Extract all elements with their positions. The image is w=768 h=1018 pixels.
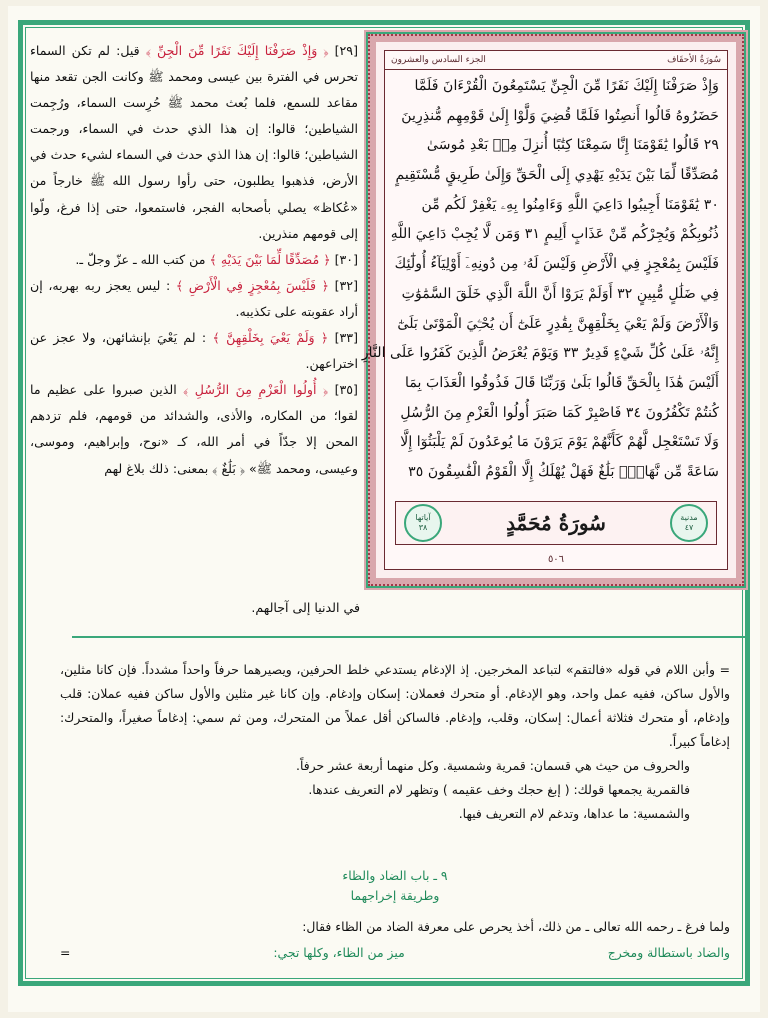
chapter-title: ٩ ـ باب الضاد والظاء bbox=[342, 868, 448, 883]
quran-line: ٢٩ قَالُوا يَٰقَوْمَنَا إِنَّا سَمِعْنَا كِتَٰبًا أُنزِلَ مِنۢ بَعْدِ مُوسَىٰ bbox=[426, 137, 719, 154]
hemistich-left: ميز من الظاء، وكلها تجي: bbox=[273, 945, 405, 960]
quran-header-right: سُورَةُ الأحقَاف bbox=[667, 55, 721, 65]
verse-number: [٣٣] bbox=[334, 330, 358, 346]
quran-page-number: ٥٠٦ bbox=[547, 554, 565, 565]
quran-line: وَإِذْ صَرَفْنَا إِلَيْكَ نَفَرًا مِّنَ الْجِنِّ يَسْتَمِعُونَ الْقُرْءَانَ فَلَمَّا bbox=[414, 78, 719, 94]
intro-line: ولما فرغ ـ رحمه الله تعالى ـ من ذلك، أخذ يحرص على معرفة الضاد من الظاء فقال: bbox=[302, 919, 730, 934]
quran-line: كُنتُمْ تَكْفُرُونَ ٣٤ فَاصْبِرْ كَمَا صَبَرَ أُولُوا الْعَزْمِ مِنَ الرُّسُلِ bbox=[400, 404, 719, 421]
commentary-entry bbox=[30, 377, 358, 481]
ayah-quote: ﴿ مُصَدِّقًا لِّمَا بَيْنَ يَدَيْهِ ﴾ bbox=[209, 251, 331, 267]
paragraph: والحروف من حيث هي قسمان: قمرية وشمسية. وكل منهما أربعة عشر حرفاً. bbox=[296, 758, 690, 773]
commentary-column bbox=[30, 38, 358, 598]
hemistich-right: والضاد باستطالة ومخرج bbox=[607, 945, 730, 960]
quran-line: مُصَدِّقًا لِّمَا بَيْنَ يَدَيْهِ يَهْدِي إِلَى الْحَقِّ وَإِلَىٰ طَرِيقٍ مُّسْتَقِيمٍ bbox=[395, 167, 719, 184]
surah-verse-count-medal bbox=[404, 504, 442, 542]
commentary-entry bbox=[30, 325, 358, 377]
lower-text bbox=[60, 658, 730, 826]
poem-verse bbox=[60, 942, 730, 964]
commentary-entry bbox=[30, 273, 358, 325]
quran-header bbox=[385, 51, 727, 70]
quran-line: فِي ضَلَٰلٍ مُّبِينٍ ٣٢ أَوَلَمْ يَرَوْا أَنَّ اللَّهَ الَّذِي خَلَقَ السَّمَٰوَٰتِ bbox=[401, 285, 719, 302]
quran-line: ذُنُوبِكُمْ وَيُجِرْكُم مِّنْ عَذَابٍ أَلِيمٍ ٣١ وَمَن لَّا يُجِبْ دَاعِيَ اللَّهِ bbox=[390, 226, 719, 243]
quran-line: وَلَا تَسْتَعْجِل لَّهُمْ كَأَنَّهُمْ يَوْمَ يَرَوْنَ مَا يُوعَدُونَ لَمْ يَلْبَثُوٓا إِلَّا bbox=[400, 434, 719, 451]
verse-number: [٣٠] bbox=[334, 251, 358, 267]
commentary-text: قيل: لم تكن السماء تحرس في الفترة بين عيسى ومحمد ﷺ وكانت الجن تقعد منها مقاعد للسمع، فلما بُعث محمد ﷺ حُرِست السماء، ورُجِمت الشياطين؛ قالوا: إن هذا الذي حدث في السماء، ورجمت الشياطين؛ قالوا: إن هذا الذي حدث في السماء لشيء حدث في الأرض، فذهبوا يطلبون، حتى رأوا رسول الله ﷺ خارجاً من «عُكاظ» يصلي بأصحابه الفجر، فاستمعوا، حتى إذا فرغ، ولّوا إلى قومهم منذرين. bbox=[30, 43, 358, 241]
surah-type-medal bbox=[670, 504, 708, 542]
quran-line: فَلَيْسَ بِمُعْجِزٍ فِي الْأَرْضِ وَلَيْسَ لَهُۥ مِن دُونِهِۦٓ أَوْلِيَآءُ أُولَٰٓئِكَ bbox=[394, 256, 719, 273]
surah-name: سُورَةُ مُحَمَّدٍ bbox=[506, 511, 606, 535]
paragraph: فالقمرية يجمعها قولك: ( إبغ حجك وخف عقيمه ) وتظهر لام التعريف عندها. bbox=[308, 782, 690, 797]
commentary-text: الذين صبروا على عظيم ما لقوا؛ من المكاره، والأذى، والشدائد من قومهم، فلم تزدهم المحن إلا جدّاً في أمر الله، كـ «نوح، وإبراهيم، وموسى، وعيسى، ومحمد ﷺ» ﴿ بَلَٰغٌ ﴾ بمعنى: ذلك بلاغ لهم bbox=[30, 382, 358, 476]
quran-panel bbox=[361, 30, 748, 590]
chapter-subtitle: وطريقة إخراجهما bbox=[350, 888, 440, 903]
ayah-quote: ﴿ وَإِذْ صَرَفْنَا إِلَيْكَ نَفَرًا مِّنَ الْجِنِّ ﴾ bbox=[145, 43, 329, 58]
commentary-entry bbox=[30, 38, 358, 247]
medal-value: ٤٧ bbox=[684, 523, 694, 532]
paragraph bbox=[60, 658, 730, 754]
commentary-entry bbox=[30, 247, 358, 273]
commentary-text: من كتب الله ـ عزّ وجلّ ـ. bbox=[75, 251, 206, 267]
medal-label: آياتها bbox=[415, 513, 431, 522]
verse-number: [٣٢] bbox=[334, 277, 358, 293]
quran-line: أَلَيْسَ هَٰذَا بِالْحَقِّ قَالُوا بَلَىٰ وَرَبِّنَا قَالَ فَذُوقُوا الْعَذَابَ بِمَا bbox=[405, 374, 719, 391]
quran-line: حَضَرُوهُ قَالُوا أَنصِتُوا فَلَمَّا قُضِيَ وَلَّوْا إِلَىٰ قَوْمِهِم مُّنذِرِينَ bbox=[401, 107, 719, 124]
continuation-mark: = bbox=[714, 662, 730, 677]
chapter-heading bbox=[60, 866, 730, 906]
commentary-text: : ليس يعجز ربه بهربه، إن أراد عقوبته على تكذيبه. bbox=[30, 277, 358, 319]
continuation-mark: = bbox=[60, 945, 71, 960]
quran-inner-frame bbox=[361, 50, 728, 570]
quran-line: إِنَّهُۥ عَلَىٰ كُلِّ شَيْءٍ قَدِيرٌ ٣٣ وَيَوْمَ يُعْرَضُ الَّذِينَ كَفَرُوا عَلَى النَّارِ bbox=[361, 345, 719, 362]
paragraph: والشمسية: ما عداها، وتدغم لام التعريف فيها. bbox=[458, 806, 690, 821]
paragraph-text: وأبن اللام في قوله «فالتقم» لتباعد المخرجين. إذ الإدغام يستدعي خلط الحرفين، ويصيرهما حرفاً واحداً مشدداً. فإن كانا مثلين، والأول ساكن، ففيه عمل واحد، وهو الإدغام. أو متحرك فعملان: إسكان وإدغام. وإن كانا غير مثلين والأول ساكن ففيه عملان: قلب وإدغام، أو متحرك فثلاثة أعمال: إسكان، وقلب، وإدغام. فالساكن أقل عملاً من المتحرك، ومن ثم سمي: إدغاماً صغيراً، والمتحرك: إدغاماً كبيراً. bbox=[60, 662, 730, 749]
quran-line: سَاعَةً مِّن نَّهَارٍۭ بَلَٰغٌ فَهَلْ يُهْلَكُ إِلَّا الْقَوْمُ الْفَٰسِقُونَ ٣٥ bbox=[408, 463, 719, 480]
quran-line: وَالْأَرْضَ وَلَمْ يَعْيَ بِخَلْقِهِنَّ بِقَٰدِرٍ عَلَىٰٓ أَن يُحْـِۧيَ الْمَوْتَىٰ بَلَىٰٓ bbox=[397, 315, 719, 332]
commentary-text: : لم يَعْيَ بإنشائهن، ولا عجز عن اختراعهن. bbox=[30, 330, 358, 372]
quran-line: ٣٠ يَٰقَوْمَنَا أَجِيبُوا دَاعِيَ اللَّهِ وَءَامِنُوا بِهِۦ يَغْفِرْ لَكُم مِّن bbox=[421, 196, 719, 213]
verse-number: [٢٩] bbox=[334, 43, 358, 58]
medal-label: مدنية bbox=[680, 513, 698, 522]
section-divider bbox=[72, 636, 748, 638]
surah-banner bbox=[395, 501, 717, 545]
ayah-quote: ﴿ أُولُوا الْعَزْمِ مِنَ الرُّسُلِ ﴾ bbox=[183, 382, 329, 398]
ayah-quote: ﴿ وَلَمْ يَعْيَ بِخَلْقِهِنَّ ﴾ bbox=[212, 330, 329, 346]
verse-number: [٣٥] bbox=[334, 382, 358, 398]
quran-header-left: الجزء السادس والعشرون bbox=[391, 55, 486, 65]
ayah-quote: ﴿ فَلَيْسَ بِمُعْجِزٍ فِي الْأَرْضِ ﴾ bbox=[175, 277, 330, 293]
medal-value: ٣٨ bbox=[418, 523, 428, 532]
commentary-tail: في الدنيا إلى آجالهم. bbox=[251, 600, 360, 615]
quran-lines bbox=[361, 70, 727, 488]
